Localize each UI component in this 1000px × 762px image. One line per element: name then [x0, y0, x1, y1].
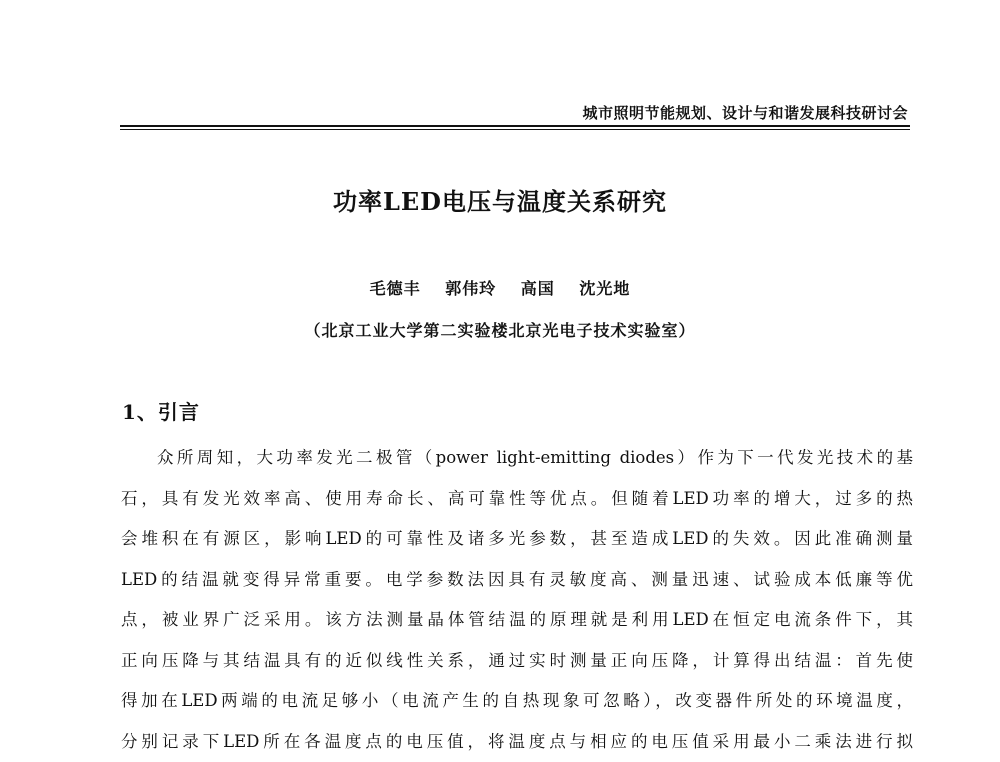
paper-title: 功率LED电压与温度关系研究 — [0, 182, 1000, 217]
paragraph-line: 正向压降与其结温具有的近似线性关系，通过实时测量正向压降，计算得出结温：首先使 — [121, 641, 913, 682]
paper-affiliation: （北京工业大学第二实验楼北京光电子技术实验室） — [0, 318, 1000, 341]
paragraph-line: 分别记录下LED所在各温度点的电压值，将温度点与相应的电压值采用最小二乘法进行拟 — [121, 722, 913, 762]
body-paragraph — [121, 438, 913, 762]
paragraph-line: 得加在LED两端的电流足够小（电流产生的自热现象可忽略），改变器件所处的环境温度， — [121, 681, 913, 722]
paper-authors: 毛德丰 郭伟玲 高国 沈光地 — [0, 276, 1000, 299]
header-rule-thin — [120, 129, 910, 130]
paragraph-line: 石，具有发光效率高、使用寿命长、高可靠性等优点。但随着LED功率的增大，过多的热 — [121, 479, 913, 520]
running-header: 城市照明节能规划、设计与和谐发展科技研讨会 — [582, 102, 908, 123]
paragraph-line: 会堆积在有源区，影响LED的可靠性及诸多光参数，甚至造成LED的失效。因此准确测量 — [121, 519, 913, 560]
paragraph-line: LED的结温就变得异常重要。电学参数法因具有灵敏度高、测量迅速、试验成本低廉等优 — [121, 560, 913, 601]
header-rule — [120, 125, 910, 127]
section-heading: 1、引言 — [122, 396, 200, 425]
paragraph-line: 众所周知，大功率发光二极管（power light-emitting diodes）作为下一代发光技术的基 — [121, 438, 913, 479]
paragraph-line: 点，被业界广泛采用。该方法测量晶体管结温的原理就是利用LED在恒定电流条件下，其 — [121, 600, 913, 641]
